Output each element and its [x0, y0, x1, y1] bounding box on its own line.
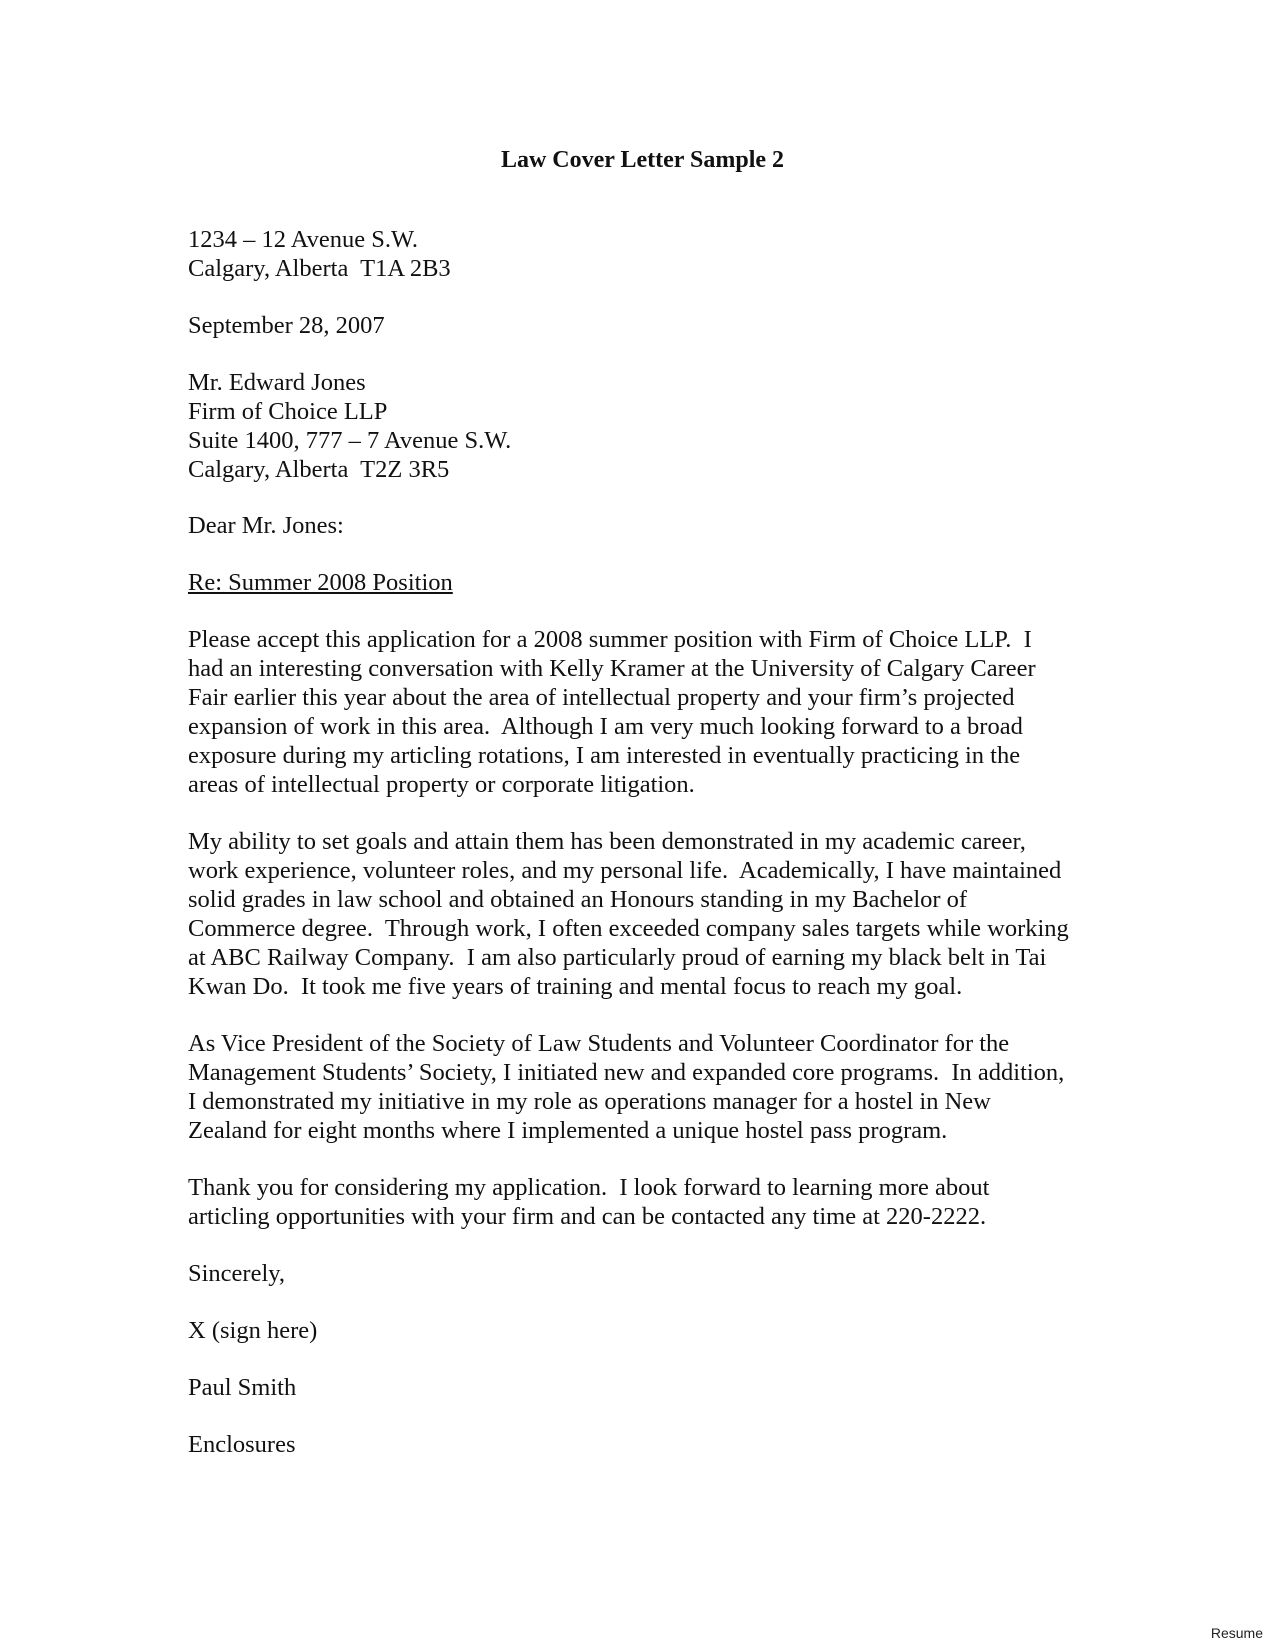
paragraph-4-line: Thank you for considering my application. I look forward to learning more about	[188, 1174, 990, 1201]
recipient-firm: Firm of Choice LLP	[188, 398, 388, 425]
enclosures: Enclosures	[188, 1431, 296, 1458]
salutation: Dear Mr. Jones:	[188, 512, 344, 539]
paragraph-3-line: I demonstrated my initiative in my role as operations manager for a hostel in New	[188, 1088, 991, 1115]
sender-address-line-2: Calgary, Alberta T1A 2B3	[188, 255, 451, 282]
footer-watermark: Resume	[1210, 1625, 1263, 1641]
paragraph-1-line: Please accept this application for a 2008 summer position with Firm of Choice LLP. I	[188, 626, 1032, 653]
sender-address-line-1: 1234 – 12 Avenue S.W.	[188, 226, 419, 253]
paragraph-1-line: exposure during my articling rotations, I am interested in eventually practicing in the	[188, 742, 1021, 769]
paragraph-3-line: Management Students’ Society, I initiated new and expanded core programs. In addition,	[188, 1059, 1065, 1086]
paragraph-1-line: areas of intellectual property or corporate litigation.	[188, 771, 695, 798]
paragraph-1-line: had an interesting conversation with Kelly Kramer at the University of Calgary Career	[188, 655, 1036, 682]
paragraph-2-line: work experience, volunteer roles, and my personal life. Academically, I have maintained	[188, 857, 1062, 884]
subject-line: Re: Summer 2008 Position	[188, 569, 453, 596]
paragraph-2-line: solid grades in law school and obtained an Honours standing in my Bachelor of	[188, 886, 968, 913]
signer-name: Paul Smith	[188, 1374, 297, 1401]
paragraph-2-line: Kwan Do. It took me five years of training and mental focus to reach my goal.	[188, 973, 963, 1000]
paragraph-2-line: My ability to set goals and attain them has been demonstrated in my academic career,	[188, 828, 1026, 855]
paragraph-3-line: Zealand for eight months where I implemented a unique hostel pass program.	[188, 1117, 948, 1144]
paragraph-1-line: expansion of work in this area. Although I am very much looking forward to a broad	[188, 713, 1023, 740]
letter-date: September 28, 2007	[188, 312, 385, 339]
recipient-suite: Suite 1400, 777 – 7 Avenue S.W.	[188, 427, 512, 454]
letter-title: Law Cover Letter Sample 2	[500, 147, 785, 173]
paragraph-1-line: Fair earlier this year about the area of intellectual property and your firm’s projected	[188, 684, 1015, 711]
paragraph-3-line: As Vice President of the Society of Law Students and Volunteer Coordinator for the	[188, 1030, 1010, 1057]
paragraph-2-line: at ABC Railway Company. I am also particularly proud of earning my black belt in Tai	[188, 944, 1047, 971]
paragraph-4-line: articling opportunities with your firm and can be contacted any time at 220-2222.	[188, 1203, 987, 1230]
recipient-city: Calgary, Alberta T2Z 3R5	[188, 456, 450, 483]
closing: Sincerely,	[188, 1260, 286, 1287]
signature-line: X (sign here)	[188, 1317, 318, 1344]
paragraph-2-line: Commerce degree. Through work, I often exceeded company sales targets while working	[188, 915, 1069, 942]
recipient-name: Mr. Edward Jones	[188, 369, 366, 396]
